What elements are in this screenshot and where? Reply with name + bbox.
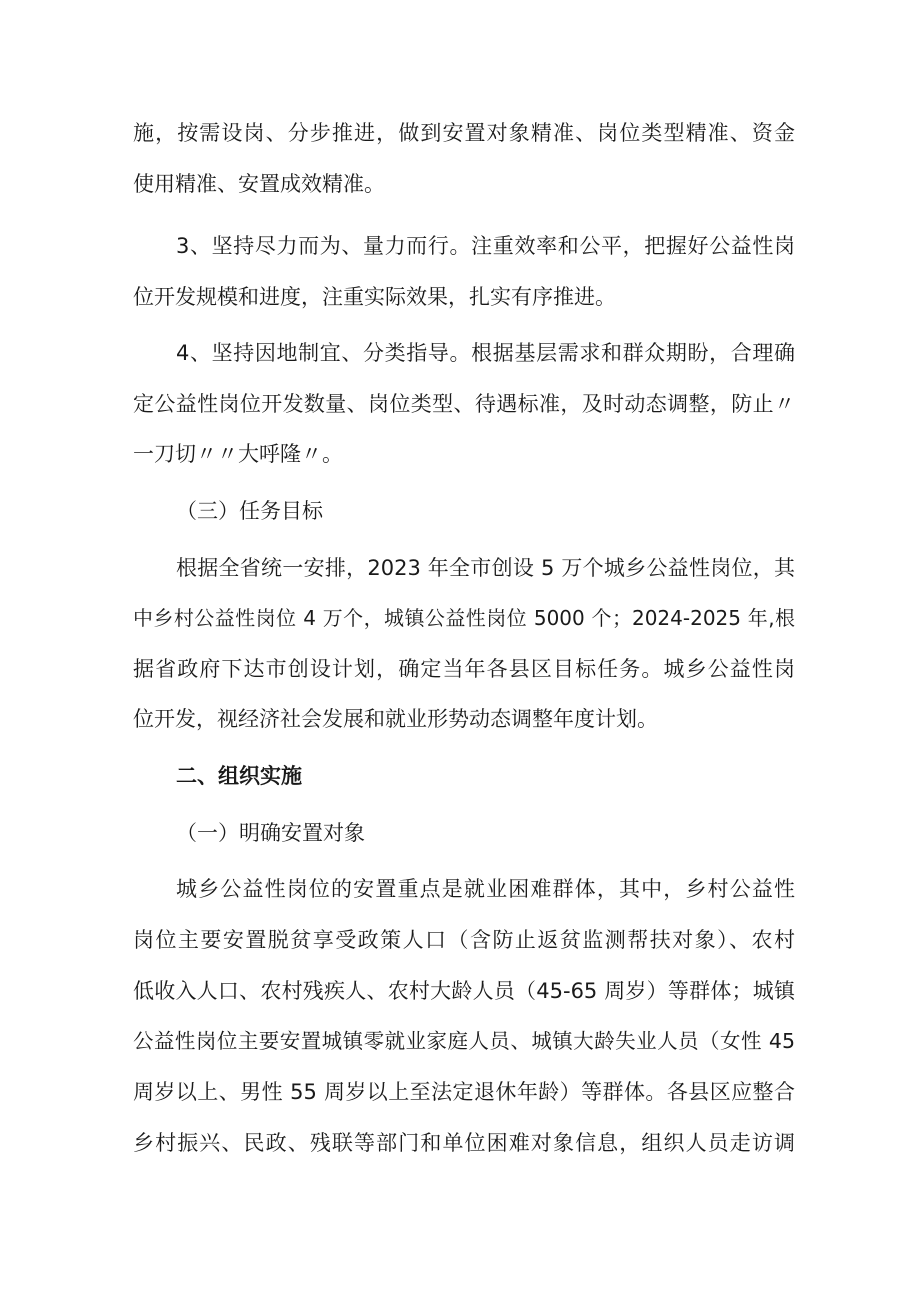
paragraph-line: 据省政府下达市创设计划，确定当年各县区目标任务。城乡公益性岗 bbox=[133, 657, 795, 681]
section-heading: 二、组织实施 bbox=[176, 764, 302, 788]
paragraph-line: 4、坚持因地制宜、分类指导。根据基层需求和群众期盼，合理确 bbox=[176, 341, 795, 365]
paragraph-line: 城乡公益性岗位的安置重点是就业困难群体，其中，乡村公益性 bbox=[176, 877, 795, 901]
section-subheading: （三）任务目标 bbox=[176, 499, 323, 523]
paragraph-line: 施，按需设岗、分步推进，做到安置对象精准、岗位类型精准、资金 bbox=[133, 121, 795, 145]
paragraph-line: 3、坚持尽力而为、量力而行。注重效率和公平，把握好公益性岗 bbox=[176, 234, 795, 258]
section-subheading: （一）明确安置对象 bbox=[176, 821, 365, 845]
paragraph-line: 位开发，视经济社会发展和就业形势动态调整年度计划。 bbox=[133, 707, 658, 731]
paragraph-line: 使用精准、安置成效精准。 bbox=[133, 172, 385, 196]
paragraph-line: 乡村振兴、民政、残联等部门和单位困难对象信息，组织人员走访调 bbox=[133, 1131, 795, 1155]
paragraph-line: 公益性岗位主要安置城镇零就业家庭人员、城镇大龄失业人员（女性 45 bbox=[133, 1029, 795, 1053]
paragraph-line: 中乡村公益性岗位 4 万个，城镇公益性岗位 5000 个；2024-2025 年,根 bbox=[133, 606, 795, 630]
paragraph-line: 岗位主要安置脱贫享受政策人口（含防止返贫监测帮扶对象）、农村 bbox=[133, 928, 795, 952]
paragraph-line: 位开发规模和进度，注重实际效果，扎实有序推进。 bbox=[133, 285, 616, 309]
paragraph-line: 低收入人口、农村残疾人、农村大龄人员（45-65 周岁）等群体；城镇 bbox=[133, 979, 795, 1003]
paragraph-line: 一刀切〃〃大呼隆〃。 bbox=[133, 442, 343, 466]
paragraph-line: 定公益性岗位开发数量、岗位类型、待遇标准，及时动态调整，防止〃 bbox=[133, 392, 795, 416]
paragraph-line: 根据全省统一安排，2023 年全市创设 5 万个城乡公益性岗位，其 bbox=[176, 556, 795, 580]
paragraph-line: 周岁以上、男性 55 周岁以上至法定退休年龄）等群体。各县区应整合 bbox=[133, 1080, 795, 1104]
